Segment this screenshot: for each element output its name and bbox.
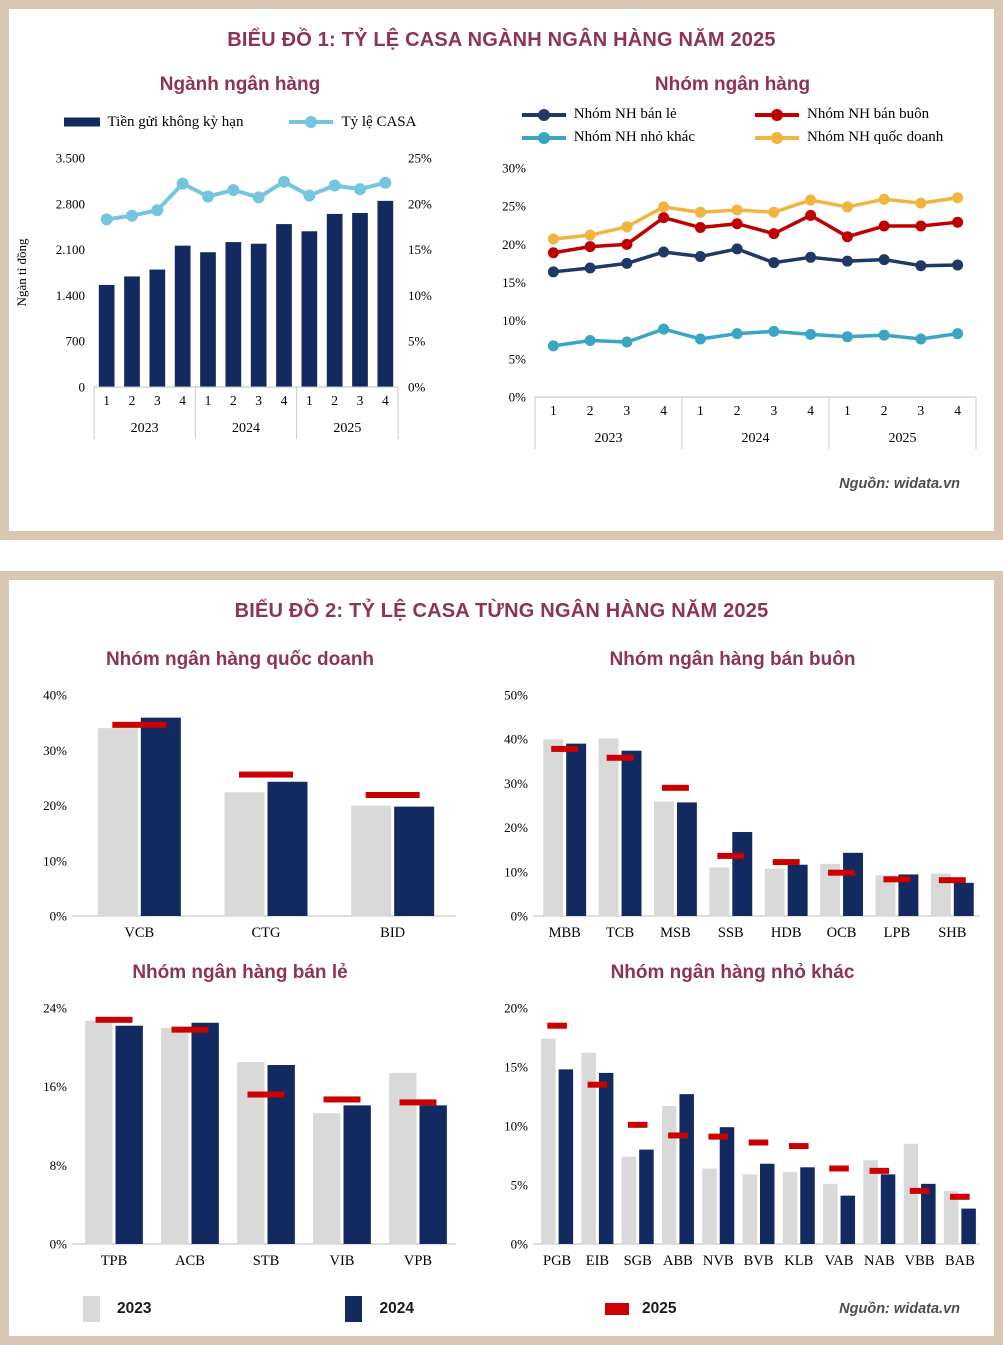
svg-text:3: 3	[153, 393, 161, 408]
svg-text:2.100: 2.100	[55, 242, 85, 258]
svg-text:0%: 0%	[508, 389, 526, 405]
nho-khac-bar-chart	[471, 986, 994, 1286]
legend-marker	[755, 107, 799, 123]
ban-le-bar-chart	[10, 986, 470, 1286]
svg-text:700: 700	[65, 333, 85, 349]
panel2-title: BIỂU ĐỒ 2: TỶ LỆ CASA TỪNG NGÂN HÀNG NĂM 2025	[234, 600, 769, 622]
legend-label: 2024	[379, 1300, 414, 1317]
svg-text:15%: 15%	[504, 1059, 528, 1075]
svg-text:16%: 16%	[43, 1079, 67, 1095]
svg-text:VCB: VCB	[124, 925, 155, 941]
svg-text:3: 3	[255, 393, 263, 408]
svg-text:2024: 2024	[232, 421, 260, 436]
svg-text:0%: 0%	[49, 908, 67, 924]
series-points	[548, 243, 963, 277]
svg-text:3.500: 3.500	[55, 150, 85, 166]
panel1-title: BIỂU ĐỒ 1: TỶ LỆ CASA NGÀNH NGÂN HÀNG NĂM 2025	[227, 29, 776, 51]
svg-text:VPB: VPB	[403, 1253, 433, 1269]
svg-text:2.800: 2.800	[55, 196, 85, 212]
svg-text:MBB: MBB	[548, 925, 581, 941]
svg-text:VAB: VAB	[824, 1253, 854, 1269]
groups-chart-title: Nhóm ngân hàng	[654, 74, 811, 95]
year-legend-item	[341, 1294, 413, 1324]
legend-label: Tỷ lệ CASA	[341, 113, 417, 130]
svg-text:VIB: VIB	[329, 1253, 355, 1269]
svg-text:10%: 10%	[43, 853, 67, 869]
legend-item	[755, 129, 943, 146]
svg-text:MSB: MSB	[660, 925, 691, 941]
svg-text:30%: 30%	[502, 160, 526, 176]
svg-text:ACB: ACB	[175, 1253, 205, 1269]
svg-text:OCB: OCB	[826, 925, 857, 941]
legend-marker	[755, 130, 799, 146]
series-line	[553, 215, 957, 252]
casa-line-points	[101, 176, 392, 226]
quoc-doanh-bar-chart	[10, 673, 470, 958]
series-line	[553, 198, 957, 239]
svg-text:TCB: TCB	[605, 925, 635, 941]
svg-text:25%: 25%	[408, 150, 432, 166]
ban-buon-chart-title: Nhóm ngân hàng bán buôn	[609, 649, 856, 670]
svg-text:2023: 2023	[594, 431, 623, 446]
ban-le-chart-section	[9, 958, 471, 1286]
svg-text:0%: 0%	[510, 908, 528, 924]
ban-le-chart-title: Nhóm ngân hàng bán lẻ	[132, 962, 348, 983]
svg-text:15%: 15%	[408, 242, 432, 258]
dashes-2025	[96, 1017, 437, 1106]
panel1-source-note: Nguồn: widata.vn	[839, 476, 960, 492]
svg-text:20%: 20%	[502, 236, 526, 252]
quoc-doanh-chart-title: Nhóm ngân hàng quốc doanh	[105, 649, 375, 670]
svg-text:HDB: HDB	[770, 925, 802, 941]
legend-label: Tiền gửi không kỳ hạn	[107, 113, 244, 130]
svg-text:15%: 15%	[502, 275, 526, 290]
industry-chart-legend	[64, 110, 417, 134]
industry-chart-title: Ngành ngân hàng	[159, 74, 321, 95]
svg-text:NVB: NVB	[702, 1253, 734, 1269]
legend-marker	[79, 1294, 105, 1324]
legend-label: 2023	[117, 1300, 152, 1317]
panel2-bottom-row	[9, 1294, 994, 1324]
svg-text:4: 4	[954, 403, 961, 418]
svg-text:STB: STB	[252, 1253, 280, 1269]
svg-text:3: 3	[356, 393, 364, 408]
svg-text:25%: 25%	[502, 198, 526, 214]
legend-item	[522, 106, 695, 123]
y-axis-label: Ngàn tỉ đồng	[14, 238, 29, 307]
legend-label: 2025	[641, 1300, 677, 1317]
quoc-doanh-chart-section	[9, 645, 471, 958]
svg-text:BID: BID	[380, 925, 406, 941]
svg-text:20%: 20%	[43, 798, 67, 813]
svg-text:0: 0	[78, 379, 85, 395]
legend-label: Nhóm NH quốc doanh	[807, 129, 944, 145]
svg-text:3: 3	[917, 403, 925, 418]
svg-text:2: 2	[229, 393, 237, 408]
svg-text:10%: 10%	[408, 287, 432, 303]
svg-text:50%: 50%	[504, 687, 528, 703]
svg-text:8%: 8%	[49, 1157, 67, 1173]
svg-text:1: 1	[103, 393, 111, 408]
panel1-charts-row	[9, 74, 994, 472]
ban-buon-bar-chart	[471, 673, 994, 958]
panel-bieu-do-2	[0, 571, 1003, 1345]
svg-text:SGB: SGB	[623, 1253, 652, 1269]
svg-text:NAB: NAB	[864, 1253, 895, 1269]
groups-chart-section	[471, 74, 994, 472]
groups-chart-legend	[522, 106, 943, 146]
svg-text:5%: 5%	[408, 333, 426, 349]
svg-text:5%: 5%	[508, 351, 526, 367]
legend-marker	[604, 1294, 630, 1324]
svg-text:20%: 20%	[504, 1000, 528, 1016]
svg-text:BVB: BVB	[743, 1253, 774, 1269]
series-line	[553, 329, 957, 346]
panel-bieu-do-1	[0, 0, 1003, 540]
years-legend	[79, 1294, 676, 1324]
legend-marker	[289, 114, 333, 130]
svg-text:PGB: PGB	[543, 1253, 572, 1269]
svg-text:2024: 2024	[741, 431, 770, 446]
svg-text:40%: 40%	[43, 687, 67, 703]
year-legend-item	[604, 1294, 676, 1324]
svg-text:1.400: 1.400	[55, 287, 85, 303]
svg-text:2: 2	[880, 403, 888, 418]
legend-marker	[522, 107, 566, 123]
svg-text:2025: 2025	[888, 431, 917, 446]
groups-line-chart	[471, 152, 994, 472]
nho-khac-chart-section	[471, 958, 994, 1286]
nho-khac-chart-title: Nhóm ngân hàng nhỏ khác	[610, 962, 855, 983]
svg-text:TPB: TPB	[100, 1253, 128, 1269]
deposit-bars	[99, 201, 393, 387]
svg-text:SHB: SHB	[938, 925, 967, 941]
svg-text:CTG: CTG	[251, 925, 281, 941]
svg-text:0%: 0%	[510, 1236, 528, 1252]
svg-text:1: 1	[844, 403, 851, 418]
industry-chart-section	[9, 74, 471, 462]
legend-label: Nhóm NH bán lẻ	[573, 106, 677, 122]
svg-text:40%: 40%	[504, 731, 528, 747]
legend-label: Nhóm NH bán buôn	[807, 106, 930, 122]
series-points	[548, 210, 963, 258]
svg-text:LPB: LPB	[883, 925, 911, 941]
svg-text:VBB: VBB	[904, 1253, 935, 1269]
svg-text:0%: 0%	[408, 379, 426, 395]
svg-text:3: 3	[770, 403, 778, 418]
svg-text:10%: 10%	[502, 313, 526, 329]
svg-text:2: 2	[128, 393, 136, 408]
svg-text:3: 3	[623, 403, 631, 418]
legend-item	[289, 114, 416, 131]
legend-marker	[522, 130, 566, 146]
panel2-charts-grid	[9, 645, 994, 1286]
industry-combo-chart	[10, 142, 470, 462]
legend-marker	[64, 115, 100, 129]
svg-text:ABB: ABB	[663, 1253, 693, 1269]
svg-text:4: 4	[381, 393, 389, 408]
svg-text:10%: 10%	[504, 864, 528, 880]
svg-text:24%: 24%	[43, 1000, 67, 1016]
svg-text:1: 1	[697, 403, 704, 418]
svg-text:1: 1	[550, 403, 557, 418]
svg-text:2025: 2025	[333, 421, 362, 436]
svg-text:BAB: BAB	[944, 1253, 975, 1269]
svg-text:1: 1	[305, 393, 313, 408]
svg-text:5%: 5%	[510, 1177, 528, 1193]
svg-text:30%: 30%	[504, 775, 528, 791]
legend-item	[64, 114, 244, 131]
svg-text:2: 2	[331, 393, 339, 408]
ban-buon-chart-section	[471, 645, 994, 958]
svg-text:4: 4	[660, 403, 667, 418]
svg-text:2: 2	[586, 403, 594, 418]
svg-text:4: 4	[179, 393, 187, 408]
svg-text:KLB: KLB	[784, 1253, 814, 1269]
legend-item	[522, 129, 695, 146]
svg-text:EIB: EIB	[585, 1253, 610, 1269]
svg-text:20%: 20%	[408, 196, 432, 212]
svg-text:SSB: SSB	[717, 925, 744, 941]
legend-item	[755, 106, 943, 123]
panel2-source-note: Nguồn: widata.vn	[839, 1301, 960, 1317]
legend-marker	[341, 1294, 367, 1324]
panel-gap	[0, 540, 1003, 571]
svg-text:2: 2	[733, 403, 741, 418]
svg-text:4: 4	[807, 403, 814, 418]
svg-text:2023: 2023	[130, 421, 159, 436]
svg-text:30%: 30%	[43, 742, 67, 758]
series-line	[553, 249, 957, 272]
svg-text:10%: 10%	[504, 1118, 528, 1134]
svg-text:1: 1	[204, 393, 212, 408]
legend-label: Nhóm NH nhỏ khác	[573, 129, 695, 145]
year-legend-item	[79, 1294, 151, 1324]
svg-text:0%: 0%	[49, 1236, 67, 1252]
svg-text:20%: 20%	[504, 820, 528, 836]
casa-line	[107, 182, 386, 220]
svg-text:4: 4	[280, 393, 288, 408]
